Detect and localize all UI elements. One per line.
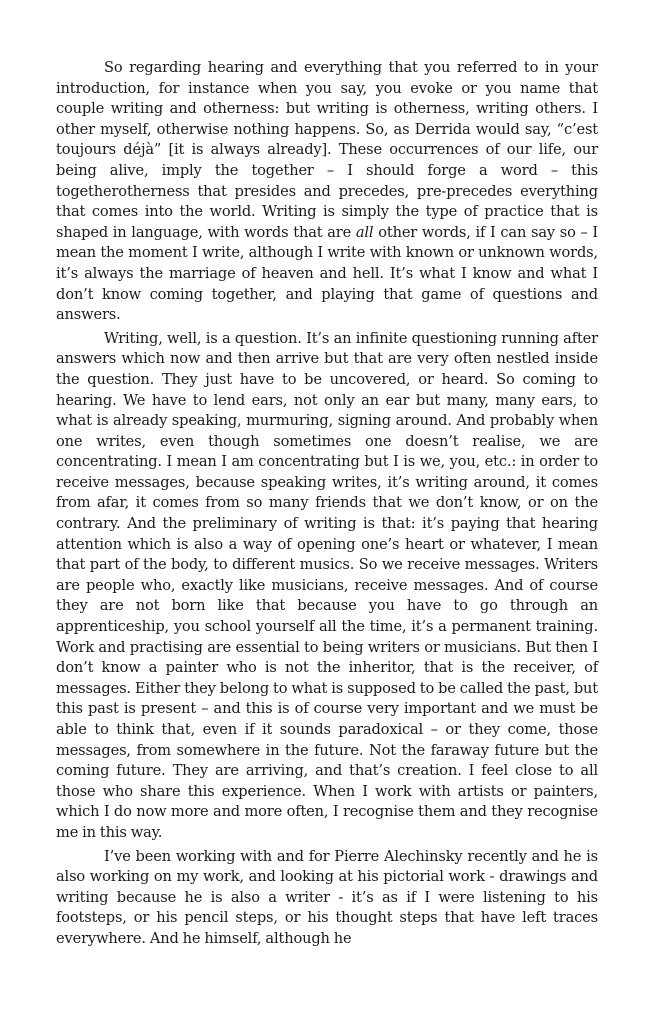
document-page [56,58,598,950]
emphasized-word: all [355,223,374,241]
paragraph-writing-question: Writing, well, is a question. It’s an infinite questioning running after answers which now and then arrive but that are very often nestled inside the question. They just have to be uncovered, or heard. So coming to hearing. We have to lend ears, not only an ear but many, many ears, to what is already speaking, murmuring, signing around. And probably when one writes, even though sometimes one doesn’t realise, we are concentrating. I mean I am concentrating but I is we, you, etc.: in order to receive messages, because speaking writes, it’s writing around, it comes from afar, it comes from so many friends that we don’t know, or on the contrary. And the preliminary of writing is that: it’s paying that hearing attention which is also a way of opening one’s heart or whatever, I mean that part of the body, to different musics. So we receive messages. Writers are people who, exactly like musicians, receive messages. And of course they are not born like that because you have to go through an apprenticeship, you school yourself all the time, it’s a permanent training. Work and practising are essential to being writers or musicians. But then I don’t know a painter who is not the inheritor, that is the receiver, of messages. Either they belong to what is supposed to be called the past, but this past is present – and this is of course very important and we must be able to think that, even if it sounds paradoxical – or they come, those messages, from somewhere in the future. Not the faraway future but the coming future. They are arriving, and that’s creation. I feel close to all those who share this experience. When I work with artists or painters, which I do now more and more often, I recognise them and they recognise me in this way. [56,329,598,841]
paragraph-hearing-otherness [56,58,598,326]
paragraph-text-segment: other words, if I can say so – I mean the moment I write, although I write with known or unknown words, it’s always the marriage of heaven and hell. It’s what I know and what I don’t know coming together, and playing that game of questions and answers. [56,223,598,324]
paragraph-text-segment: So regarding hearing and everything that you referred to in your introduction, for instance when you say, you evoke or you name that couple writing and otherness: but writing is otherness, writing others. I other myself, otherwise nothing happens. So, as Derrida would say, “c’est toujours déjà” [it is always already]. These occurrences of our life, our being alive, imply the together – I should forge a word – this togetherotherness that presides and precedes, pre-precedes everything that comes into the world. Writing is simply the type of practice that is shaped in language, with words that are [56,59,598,241]
paragraph-alechinsky: I’ve been working with and for Pierre Alechinsky recently and he is also working on my work, and looking at his pictorial work - drawings and writing because he is also a writer - it’s as if I were listening to his footsteps, or his pencil steps, or his thought steps that have left traces everywhere. And he himself, although he [56,847,598,947]
